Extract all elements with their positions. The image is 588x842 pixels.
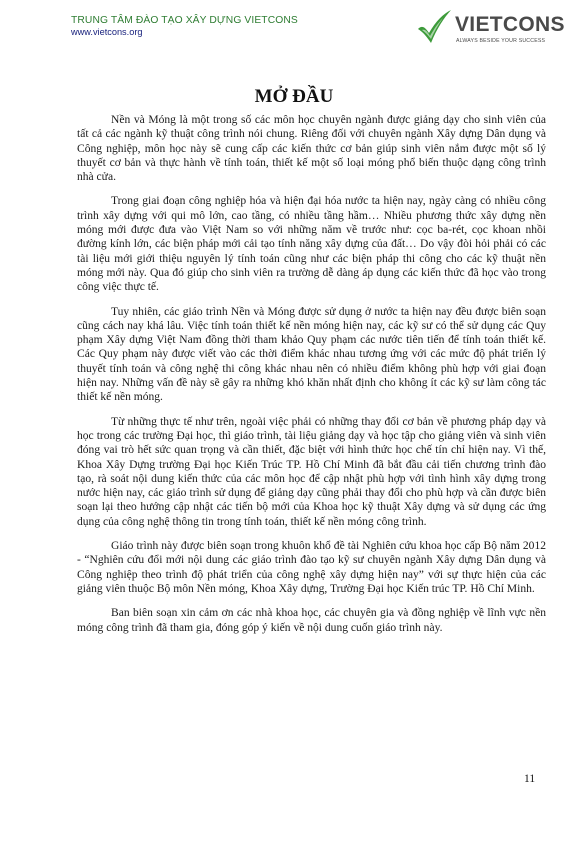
page-number: 11	[524, 773, 536, 785]
logo-tagline: ALWAYS BESIDE YOUR SUCCESS	[456, 38, 546, 44]
paragraph: Trong giai đoạn công nghiệp hóa và hiện đại hóa nước ta hiện nay, ngày càng có nhiều công trình xây dựng với qui mô lớn, cao tầng, có nhiều tầng hầm… Nhiều phương thức xây dựng nền móng mới được đưa vào Việt Nam so với những năm về trước như: cọc ba-rét, cọc khoan nhồi đường kính lớn, các biện pháp mới cải tạo tính năng xây dựng của đất… Do vậy đòi hỏi phải có các tài liệu mới giới thiệu nguyên lý tính toán cũng như các biện pháp thi công cho các kỹ thuật nền móng mới này. Qua đó giúp cho sinh viên ra trường dễ dàng áp dụng các kiến thức đã học vào trong công việc thực tế.	[77, 195, 546, 294]
paragraph: Tuy nhiên, các giáo trình Nền và Móng được sử dụng ở nước ta hiện nay đều được biên soạn cũng cách nay khá lâu. Việc tính toán thiết kế nền móng hiện nay, các kỹ sư có thể sử dụng các Quy phạm Xây dựng Việt Nam đồng thời tham khảo Quy phạm các nước tiên tiến để tính toán thiết kế. Các Quy phạm này được viết vào các thời điểm khác nhau tương ứng với các mức độ phát triển lý thuyết tính toán và công nghệ thi công khác nhau nên có nhiều điểm không phù hợp với giai đoạn hiện nay. Những vấn đề này sẽ gây ra những khó khăn nhất định cho không ít các kỹ sư làm công tác thiết kế nền móng.	[77, 305, 546, 404]
paragraph: Ban biên soạn xin cảm ơn các nhà khoa học, các chuyên gia và đồng nghiệp về lĩnh vực nền móng công trình đã tham gia, đóng góp ý kiến về nội dung cuốn giáo trình này.	[77, 607, 546, 634]
document-body	[77, 113, 546, 645]
logo-brand-text: VIETCONS	[455, 13, 565, 36]
website-link[interactable]: www.vietcons.org	[71, 27, 143, 37]
paragraph: Nền và Móng là một trong số các môn học chuyên ngành được giảng dạy cho sinh viên của tất cả các ngành kỹ thuật công trình nói chung. Riêng đối với chuyên ngành Xây dựng Dân dụng và Công nghiệp, môn học này sẽ cung cấp các kiến thức cơ bản giúp sinh viên nắm được một số lý thuyết cơ bản và thực hành về tính toán, thiết kế một số loại móng phổ biến thuộc dạng công trình nhà cửa.	[77, 114, 546, 184]
paragraph: Từ những thực tế như trên, ngoài việc phải có những thay đổi cơ bản về phương pháp dạy và học trong các trường Đại học, thì giáo trình, tài liệu giảng dạy và học tập cho giảng viên và sinh viên đóng vai trò hết sức quan trọng và cần thiết, đặc biệt với hình thức học chế tín chỉ hiện nay. Vì thế, Khoa Xây Dựng trường Đại học Kiến Trúc TP. Hồ Chí Minh đã bắt đầu cải tiến chương trình đào tạo, rà soát nội dung kiến thức của các môn học để cập nhật phù hợp với tình hình xây dựng trong nước hiện nay, các giáo trình sử dụng để giảng dạy cũng phải thay đổi cho phù hợp và cần được biên soạn lại theo hướng cập nhật các tiến bộ mới của Khoa học kỹ thuật Xây dựng và sử dụng các ứng dụng của công nghệ thông tin trong tính toán, thiết kế nền móng công trình.	[77, 415, 546, 528]
page-title: MỞ ĐẦU	[254, 86, 334, 107]
organization-name: TRUNG TÂM ĐÀO TẠO XÂY DỰNG VIETCONS	[71, 15, 298, 26]
paragraph: Giáo trình này được biên soạn trong khuôn khổ đề tài Nghiên cứu khoa học cấp Bộ năm 2012 - “Nghiên cứu đổi mới nội dung các giáo trình đào tạo kỹ sư chuyên ngành Xây dựng Dân dụng và Công nghiệp theo trình độ phát triển của công nghệ xây dựng hiện nay” với sự thực hiện của các giảng viên thuộc Bộ môn Nền móng, Khoa Xây dựng, Trường Đại học Kiến trúc TP. Hồ Chí Minh.	[77, 540, 546, 595]
page-header	[71, 15, 298, 37]
check-mark-logo-icon	[415, 8, 453, 48]
vietcons-logo	[415, 8, 565, 48]
